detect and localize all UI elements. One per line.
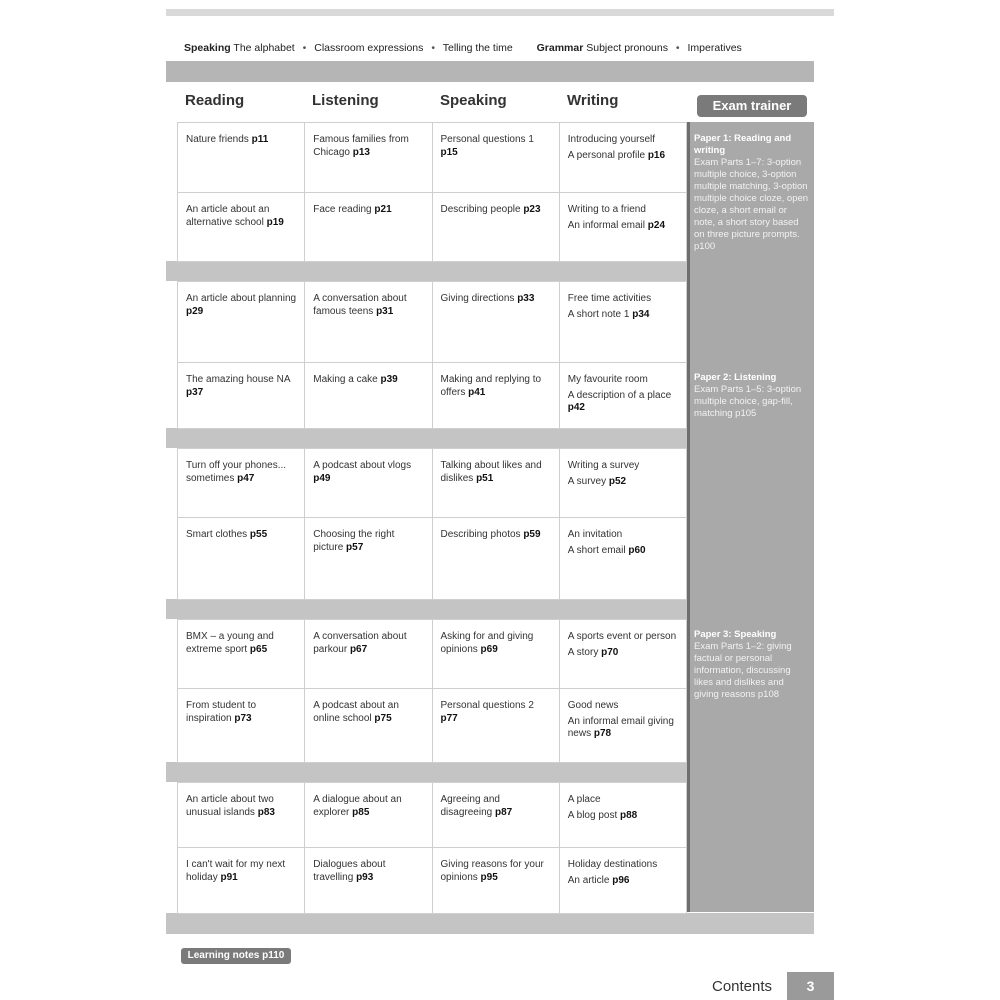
page-ref[interactable]: p78	[593, 728, 612, 739]
lesson-cell-listening	[305, 363, 432, 428]
lesson-title: Asking for and giving opinions	[440, 631, 534, 655]
page-ref[interactable]: p33	[517, 293, 535, 304]
lesson-title: Making a cake	[313, 374, 381, 385]
lesson-title: An article about planning	[186, 293, 297, 304]
page-ref[interactable]: p83	[257, 806, 275, 818]
lesson-cell-reading	[178, 363, 305, 428]
lesson-title: An article about two unusual islands	[186, 794, 274, 818]
lesson-title: BMX – a young and extreme sport	[186, 631, 274, 655]
exam-paper-block	[694, 372, 809, 420]
lesson-title: Making and replying to offers	[440, 374, 542, 398]
page-ref[interactable]: p42	[567, 402, 585, 413]
lesson-title: Describing photos	[440, 529, 524, 540]
lesson-entry	[568, 476, 680, 489]
page-ref[interactable]: p77	[440, 712, 458, 724]
lesson-entry	[313, 529, 425, 554]
lesson-title: An article	[567, 874, 613, 886]
grammar-label: Grammar	[536, 42, 584, 54]
separator: •	[675, 42, 680, 54]
exam-paper-text: Exam Parts 1–2: giving factual or personal information, discussing likes and dislikes and giving reasons p108	[694, 641, 792, 700]
page-ref[interactable]: p47	[237, 472, 255, 484]
lesson-cell-reading	[178, 518, 305, 599]
lesson-entry	[441, 134, 553, 159]
lesson-title: A sports event or person	[567, 631, 677, 642]
page-ref[interactable]: p93	[356, 871, 374, 883]
lesson-title: A story	[567, 646, 602, 658]
exam-paper-text: Exam Parts 1–5: 3-option multiple choice, gap-fill, matching p105	[694, 384, 802, 419]
speaking-item: The alphabet	[233, 42, 295, 54]
lesson-cell-speaking	[433, 783, 560, 847]
table-row	[178, 689, 687, 763]
lesson-title: Giving reasons for your opinions	[440, 859, 544, 883]
page-ref[interactable]: p39	[380, 374, 398, 385]
lesson-entry	[568, 134, 680, 147]
lesson-cell-listening	[305, 518, 432, 599]
lesson-cell-speaking	[433, 518, 560, 599]
page-ref[interactable]: p11	[251, 134, 269, 145]
table-row	[178, 193, 687, 262]
page-ref[interactable]: p52	[608, 475, 627, 487]
page-ref[interactable]: p55	[249, 529, 268, 540]
table-row	[178, 123, 687, 193]
learning-notes-button[interactable]: Learning notes p110	[181, 948, 291, 964]
lesson-cell-reading	[178, 783, 305, 847]
lesson-entry	[568, 529, 680, 542]
lesson-entry	[568, 810, 680, 823]
lesson-entry	[568, 150, 680, 163]
lesson-cell-reading	[178, 193, 305, 261]
lesson-cell-speaking	[433, 449, 560, 517]
lesson-entry	[186, 859, 298, 884]
lesson-cell-writing	[560, 518, 687, 599]
table-row	[178, 363, 687, 429]
page-ref[interactable]: p87	[494, 806, 513, 818]
speaking-label: Speaking	[184, 42, 231, 54]
page-ref[interactable]: p65	[249, 643, 268, 655]
lesson-title: A podcast about vlogs	[313, 460, 412, 471]
lesson-title: The amazing house NA	[186, 374, 290, 385]
lesson-cell-reading	[178, 689, 305, 762]
page-ref[interactable]: p75	[374, 712, 392, 724]
lesson-title: An article about an alternative school	[186, 204, 270, 228]
lesson-entry	[186, 460, 298, 485]
lesson-title: From student to inspiration	[186, 700, 257, 724]
lesson-cell-reading	[178, 123, 305, 192]
lesson-cell-writing	[560, 620, 687, 688]
lesson-title: Choosing the right picture	[313, 529, 395, 553]
lesson-entry	[313, 460, 425, 485]
lesson-cell-writing	[560, 848, 687, 913]
lesson-title: Smart clothes	[186, 529, 250, 540]
exam-paper-title: Paper 2: Listening	[694, 372, 777, 383]
lesson-title: Free time activities	[567, 293, 652, 304]
page-ref[interactable]: p57	[346, 541, 364, 553]
lesson-entry	[568, 545, 680, 558]
lesson-entry	[568, 293, 680, 306]
exam-trainer-header: Exam trainer	[697, 95, 807, 117]
lesson-title: Good news	[567, 700, 619, 711]
unit-grid	[177, 782, 687, 914]
lesson-entry	[186, 134, 298, 147]
table-row	[178, 449, 687, 518]
lesson-cell-writing	[560, 689, 687, 762]
lesson-cell-reading	[178, 620, 305, 688]
page-ref[interactable]: p88	[620, 809, 638, 821]
page-ref[interactable]: p34	[632, 308, 650, 320]
lesson-entry	[441, 700, 553, 725]
lesson-title: A personal profile	[567, 149, 648, 161]
lesson-entry	[568, 204, 680, 217]
lesson-entry	[186, 374, 298, 399]
lesson-entry	[313, 374, 425, 387]
page-ref[interactable]: p19	[266, 216, 284, 228]
page-ref[interactable]: p95	[480, 871, 498, 883]
lesson-entry	[568, 716, 680, 741]
lesson-entry	[186, 529, 298, 542]
column-header-writing: Writing	[567, 92, 619, 109]
page-ref[interactable]: p51	[476, 472, 494, 484]
page-ref[interactable]: p73	[234, 712, 252, 724]
lesson-title: A place	[567, 794, 601, 805]
unit-grid	[177, 448, 687, 600]
lesson-title: Turn off your phones... sometimes	[186, 460, 287, 484]
lesson-cell-speaking	[433, 689, 560, 762]
lesson-title: A short note 1	[567, 308, 633, 320]
lesson-cell-speaking	[433, 123, 560, 192]
lesson-entry	[568, 390, 680, 415]
lesson-entry	[441, 631, 553, 656]
lesson-cell-writing	[560, 282, 687, 362]
lesson-entry	[313, 204, 425, 217]
lesson-title: An informal email giving news	[567, 715, 674, 739]
lesson-entry	[568, 374, 680, 387]
table-row	[178, 518, 687, 600]
top-rule	[166, 9, 834, 16]
lesson-title: A dialogue about an explorer	[313, 794, 402, 818]
column-header-listening: Listening	[312, 92, 379, 109]
page-ref[interactable]: p29	[186, 305, 204, 317]
lesson-entry	[441, 529, 553, 542]
lesson-cell-listening	[305, 783, 432, 847]
exam-paper-text: Exam Parts 1–7: 3-option multiple choice, 3-option multiple matching, 3-option multiple choice cloze, open cloze, a short email or note, a short story based on three picture prompts. p100	[694, 157, 809, 252]
lesson-entry	[568, 309, 680, 322]
lesson-cell-reading	[178, 848, 305, 913]
lesson-title: Nature friends	[186, 134, 252, 145]
lesson-title: A conversation about parkour	[313, 631, 407, 655]
lesson-cell-reading	[178, 449, 305, 517]
page-ref[interactable]: p49	[313, 472, 331, 484]
lesson-entry	[186, 631, 298, 656]
page-ref[interactable]: p96	[612, 874, 630, 886]
page-ref[interactable]: p13	[352, 146, 370, 158]
table-row	[178, 620, 687, 689]
lesson-title: Giving directions	[440, 293, 518, 304]
lesson-entry	[186, 700, 298, 725]
lesson-cell-listening	[305, 620, 432, 688]
lesson-title: Talking about likes and dislikes	[440, 460, 542, 484]
page-ref[interactable]: p60	[628, 544, 646, 556]
unit-band	[166, 913, 814, 934]
exam-paper-block	[694, 629, 809, 701]
lesson-cell-writing	[560, 363, 687, 428]
page-ref[interactable]: p70	[601, 646, 619, 658]
page-ref[interactable]: p21	[374, 204, 392, 215]
lesson-cell-listening	[305, 193, 432, 261]
lesson-entry	[441, 204, 553, 217]
lesson-title: An informal email	[567, 219, 648, 231]
table-row	[178, 848, 687, 914]
lesson-title: Personal questions 2	[440, 700, 534, 711]
lesson-entry	[568, 220, 680, 233]
lesson-entry	[186, 794, 298, 819]
column-header-speaking: Speaking	[440, 92, 507, 109]
exam-paper-block	[694, 133, 809, 253]
page-ref[interactable]: p16	[647, 149, 666, 161]
lesson-cell-listening	[305, 449, 432, 517]
lesson-title: Agreeing and disagreeing	[440, 794, 500, 818]
page-ref[interactable]: p69	[480, 643, 498, 655]
lesson-title: Describing people	[440, 204, 524, 215]
lesson-entry	[313, 794, 425, 819]
page-ref[interactable]: p67	[349, 643, 368, 655]
unit-grid	[177, 619, 687, 763]
lesson-entry	[441, 859, 553, 884]
separator: •	[302, 42, 307, 54]
lesson-entry	[313, 631, 425, 656]
lesson-cell-speaking	[433, 193, 560, 261]
lesson-entry	[186, 204, 298, 229]
lesson-title: A description of a place	[567, 389, 672, 401]
lesson-entry	[568, 859, 680, 872]
lesson-entry	[568, 875, 680, 888]
page-ref[interactable]: p59	[523, 529, 541, 540]
lesson-cell-listening	[305, 848, 432, 913]
page-ref[interactable]: p23	[523, 204, 541, 215]
lesson-entry	[568, 700, 680, 713]
page-ref[interactable]: p37	[186, 386, 204, 398]
lesson-cell-speaking	[433, 363, 560, 428]
page-ref[interactable]: p31	[376, 305, 394, 317]
lesson-title: A blog post	[567, 809, 621, 821]
lesson-cell-writing	[560, 449, 687, 517]
lesson-title: Writing a survey	[567, 460, 640, 471]
lesson-title: Dialogues about travelling	[313, 859, 386, 883]
page-ref[interactable]: p15	[440, 146, 458, 158]
lesson-title: Personal questions 1	[440, 134, 534, 145]
lesson-entry	[441, 293, 553, 306]
table-row	[178, 783, 687, 848]
lesson-title: Holiday destinations	[567, 859, 658, 870]
speaking-item: Classroom expressions	[314, 42, 424, 54]
lesson-title: An invitation	[567, 529, 623, 540]
lesson-entry	[568, 631, 680, 644]
page-ref[interactable]: p41	[468, 386, 486, 398]
grammar-item: Imperatives	[687, 42, 742, 54]
page-ref[interactable]: p85	[352, 806, 370, 818]
lesson-cell-listening	[305, 123, 432, 192]
footer-contents-label: Contents	[712, 978, 773, 995]
lesson-entry	[441, 374, 553, 399]
lesson-cell-speaking	[433, 620, 560, 688]
lesson-entry	[568, 794, 680, 807]
lesson-cell-reading	[178, 282, 305, 362]
unit-band	[166, 61, 814, 82]
unit-grid	[177, 122, 687, 262]
lesson-entry	[568, 460, 680, 473]
page-ref[interactable]: p24	[647, 219, 666, 231]
exam-paper-title: Paper 1: Reading and writing	[694, 133, 792, 156]
lesson-title: A short email	[567, 544, 629, 556]
exam-paper-title: Paper 3: Speaking	[694, 629, 777, 640]
lesson-entry	[313, 293, 425, 318]
page-ref[interactable]: p91	[220, 871, 238, 883]
lesson-title: A podcast about an online school	[313, 700, 399, 724]
lesson-entry	[568, 647, 680, 660]
lesson-title: Writing to a friend	[567, 204, 646, 215]
lesson-title: Famous families from Chicago	[313, 134, 409, 158]
lesson-entry	[313, 700, 425, 725]
column-header-reading: Reading	[185, 92, 245, 109]
lesson-title: A survey	[567, 475, 609, 487]
lesson-cell-writing	[560, 783, 687, 847]
lesson-title: A conversation about famous teens	[313, 293, 407, 317]
lesson-cell-listening	[305, 689, 432, 762]
lesson-entry	[186, 293, 298, 318]
lesson-entry	[441, 460, 553, 485]
lesson-cell-speaking	[433, 848, 560, 913]
separator: •	[431, 42, 435, 54]
lesson-cell-writing	[560, 123, 687, 192]
lesson-cell-listening	[305, 282, 432, 362]
lesson-entry	[313, 134, 425, 159]
lesson-cell-writing	[560, 193, 687, 261]
grammar-item: Subject pronouns	[586, 42, 668, 54]
lesson-entry	[313, 859, 425, 884]
page-number: 3	[787, 972, 834, 1000]
intro-line	[184, 42, 824, 54]
lesson-title: Face reading	[313, 204, 375, 215]
unit-grid	[177, 281, 687, 429]
speaking-item: Telling the time	[442, 42, 513, 54]
lesson-title: My favourite room	[567, 374, 648, 385]
lesson-cell-speaking	[433, 282, 560, 362]
lesson-title: I can't wait for my next holiday	[186, 859, 286, 883]
lesson-title: Introducing yourself	[567, 134, 656, 145]
lesson-entry	[441, 794, 553, 819]
table-row	[178, 282, 687, 363]
